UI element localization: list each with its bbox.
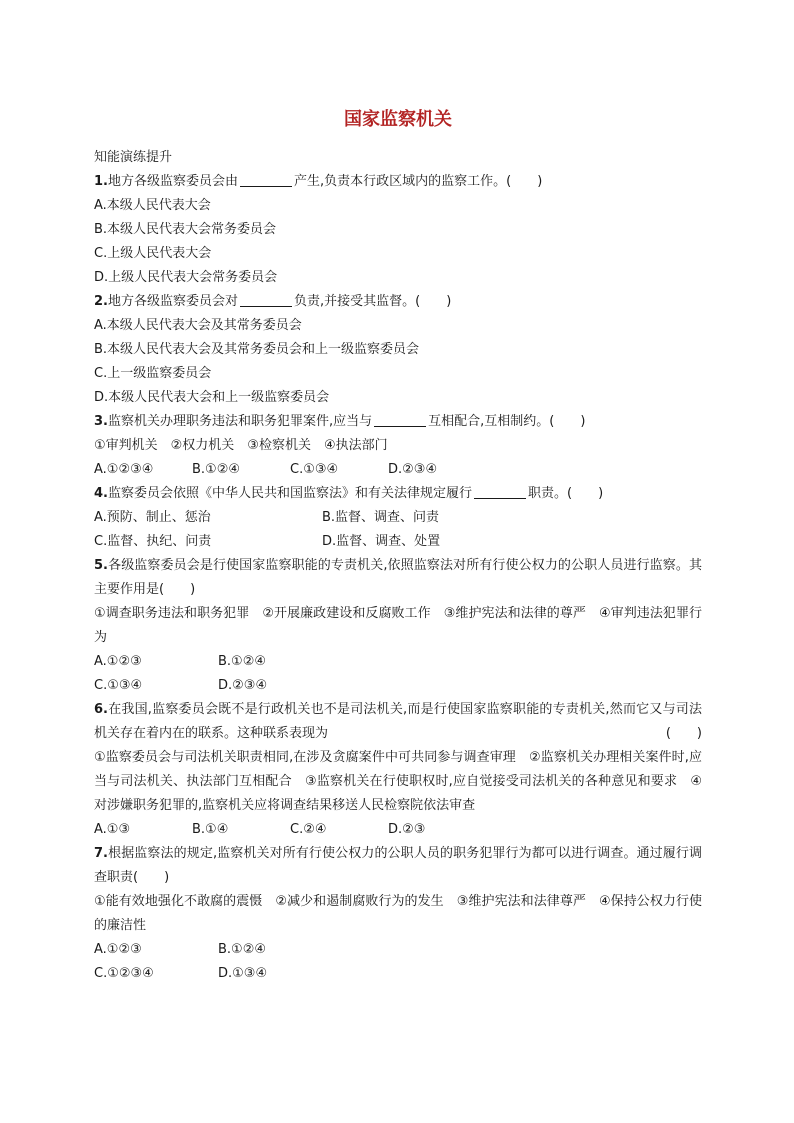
option-d[interactable]: D.本级人民代表大会和上一级监察委员会 (94, 390, 330, 405)
question-3-items: ①审判机关 ②权力机关 ③检察机关 ④执法部门 (94, 438, 388, 453)
answer-blank[interactable] (240, 172, 292, 187)
option-a[interactable]: A.①②③ (94, 654, 142, 669)
option-d[interactable]: D.②③④ (388, 462, 438, 477)
option-b[interactable]: B.①④ (192, 822, 229, 837)
question-number: 4. (94, 486, 108, 501)
question-number: 6. (94, 702, 108, 717)
option-b[interactable]: B.①②④ (192, 462, 241, 477)
option-b[interactable]: B.监督、调查、问责 (322, 510, 440, 525)
question-number: 1. (94, 174, 108, 189)
question-number: 3. (94, 414, 108, 429)
section-heading: 知能演练提升 (94, 150, 173, 165)
option-c[interactable]: C.监督、执纪、问责 (94, 534, 212, 549)
question-5-items: ①调查职务违法和职务犯罪 ②开展廉政建设和反腐败工作 ③维护宪法和法律的尊严 ④审判违法犯罪行为 (94, 606, 702, 645)
answer-blank[interactable] (374, 412, 426, 427)
question-number: 2. (94, 294, 108, 309)
option-b[interactable]: B.①②④ (218, 654, 267, 669)
question-6-options (94, 818, 702, 842)
worksheet (94, 108, 702, 986)
option-d[interactable]: D.①③④ (218, 966, 268, 981)
question-3-options (94, 458, 702, 482)
question-3-stem: 3.监察机关办理职务违法和职务犯罪案件,应当与 互相配合,互相制约。( ) (94, 414, 586, 429)
option-a[interactable]: A.①②③④ (94, 462, 154, 477)
option-b[interactable]: B.本级人民代表大会常务委员会 (94, 222, 277, 237)
option-c[interactable]: C.上级人民代表大会 (94, 246, 212, 261)
question-4-options-row-2 (94, 530, 702, 554)
question-7-items: ①能有效地强化不敢腐的震慑 ②减少和遏制腐败行为的发生 ③维护宪法和法律尊严 ④保持公权力行使的廉洁性 (94, 894, 702, 933)
question-7-options-row-1 (94, 938, 702, 962)
question-5-stem: 5.各级监察委员会是行使国家监察职能的专责机关,依照监察法对所有行使公权力的公职人员进行监察。其主要作用是( ) (94, 558, 702, 597)
answer-paren[interactable]: ( ) (665, 726, 702, 741)
question-4-options-row-1 (94, 506, 702, 530)
question-4-stem: 4.监察委员会依照《中华人民共和国监察法》和有关法律规定履行 职责。( ) (94, 486, 604, 501)
option-b[interactable]: B.①②④ (218, 942, 267, 957)
option-d[interactable]: D.监督、调查、处置 (322, 534, 441, 549)
option-a[interactable]: A.①②③ (94, 942, 142, 957)
question-5-options-row-2 (94, 674, 702, 698)
option-c[interactable]: C.①②③④ (94, 966, 154, 981)
option-c[interactable]: C.①③④ (94, 678, 143, 693)
option-a[interactable]: A.本级人民代表大会及其常务委员会 (94, 318, 302, 333)
option-d[interactable]: D.②③ (388, 822, 426, 837)
question-2-stem: 2.地方各级监察委员会对 负责,并接受其监督。( ) (94, 294, 452, 309)
question-number: 5. (94, 558, 108, 573)
option-c[interactable]: C.②④ (290, 822, 327, 837)
option-d[interactable]: D.上级人民代表大会常务委员会 (94, 270, 278, 285)
option-a[interactable]: A.本级人民代表大会 (94, 198, 211, 213)
answer-blank[interactable] (474, 484, 526, 499)
option-d[interactable]: D.②③④ (218, 678, 268, 693)
option-a[interactable]: A.①③ (94, 822, 131, 837)
page-title: 国家监察机关 (344, 109, 452, 130)
option-a[interactable]: A.预防、制止、惩治 (94, 510, 211, 525)
option-b[interactable]: B.本级人民代表大会及其常务委员会和上一级监察委员会 (94, 342, 420, 357)
question-1-stem: 1.地方各级监察委员会由 产生,负责本行政区域内的监察工作。( ) (94, 174, 543, 189)
question-number: 7. (94, 846, 108, 861)
question-6-stem: 6.在我国,监察委员会既不是行政机关也不是司法机关,而是行使国家监察职能的专责机关,然而它又与司法机关存在着内在的联系。这种联系表现为 ( ) (94, 698, 702, 746)
question-7-stem: 7.根据监察法的规定,监察机关对所有行使公权力的公职人员的职务犯罪行为都可以进行调查。通过履行调查职责( ) (94, 846, 702, 885)
question-7-options-row-2 (94, 962, 702, 986)
option-c[interactable]: C.上一级监察委员会 (94, 366, 212, 381)
question-5-options-row-1 (94, 650, 702, 674)
answer-blank[interactable] (240, 292, 292, 307)
option-c[interactable]: C.①③④ (290, 462, 339, 477)
question-6-items: ①监察委员会与司法机关职责相同,在涉及贪腐案件中可共同参与调查审理 ②监察机关办理相关案件时,应当与司法机关、执法部门互相配合 ③监察机关在行使职权时,应自觉接受司法机关的各种意见和要求 ④对涉嫌职务犯罪的,监察机关应将调查结果移送人民检察院依法审查 (94, 750, 702, 813)
